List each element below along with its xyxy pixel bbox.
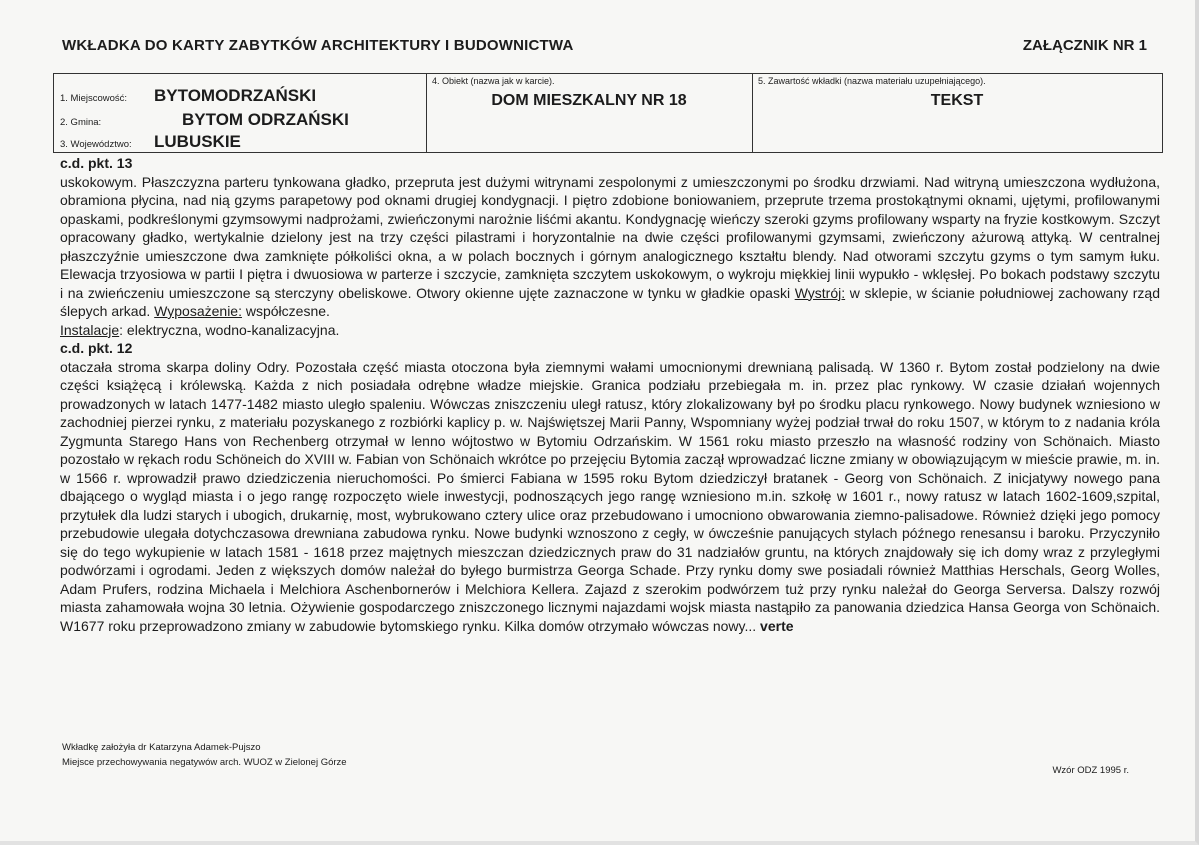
section-heading-12: c.d. pkt. 12 xyxy=(60,340,133,356)
document-title: WKŁADKA DO KARTY ZABYTKÓW ARCHITEKTURY I BUDOWNICTWA xyxy=(62,37,574,54)
miejscowosc-value: BYTOMODRZAŃSKI xyxy=(154,86,317,105)
zawartosc-label: 5. Zawartość wkładki (nazwa materiału uzupełniającego). xyxy=(758,76,986,86)
wystroj-label: Wystrój: xyxy=(794,284,846,301)
gmina-value: BYTOM ODRZAŃSKI xyxy=(182,110,349,129)
location-cell xyxy=(54,74,427,152)
wystroj-text: w sklepie, w ścianie południowej zachowany rząd ślepych arkad. xyxy=(60,284,1160,319)
section-heading-13: c.d. pkt. 13 xyxy=(60,155,133,171)
section-12-text: otaczała stroma skarpa doliny Odry. Pozostała część miasta otoczona była ziemnymi wałami umocnionymi drewnianą palisadą. W 1360 r. Bytom został podzielony na dwie części książęcą i królewską. Każda z nich posiadała odrębne władze miejskie. Granica podziału przebiegała m. in. przez plac rynkowy. W czasie działań wojennych prowadzonych w latach 1477-1482 miasto uległo spaleniu. Wówczas zniszczeniu uległ ratusz, który zlokalizowany był po środku placu rynkowego. Nowy budynek wzniesiono w zachodniej pierzei rynku, z materiału pozyskanego z rozbiórki kaplicy p. w. Najświętszej Marii Panny, Wspomniany wyżej podział trwał do roku 1507, w którym to z nadania króla Zygmunta Starego Hans von Rechenberg otrzymał w lenno wójtostwo w Bytomiu Odrzańskim. W 1561 roku miasto przeszło na własność rodziny von Schönaich. Miasto pozostało w rękach rodu Schöneich do XVIII w. Fabian von Schönaich wkrótce po przejęciu Bytomia zaczął wprowadzać liczne zmiany w obowiązującym w mieście prawie, m. in. w 1566 r. wprowadził prawo dziedziczenia nieruchomości. Po śmierci Fabiana w 1595 roku Bytom dziedziczył bratanek - Georg von Schönaich. Z inicjatywy nowego pana dbającego o wygląd miasta i o jego rangę rozpoczęto wiele inwestycji, podnoszących jego rangę wzniesiono m.in. szkołę w 1601 r., nowy ratusz w latach 1602-1609,szpital, przytułek dla ludzi starych i ubogich, drukarnię, most, wybrukowano cztery ulice oraz przebudowano i umocniono obwarowania ziemno-palisadowe. Również dzięki jego pomocy przebudowie ulegała dotychczasowa drewniana zabudowa rynku. Nowe budynki wznoszono z cegły, w ówcześnie panujących stylach późnego renesansu i baroku. Przyczyniło się do tego wykupienie w latach 1581 - 1618 przez majętnych mieszczan dziedzicznych praw do 31 nadziałów gruntu, na których znajdowały się ich domy wraz z przyległymi podwórzami i ogrodami. Jeden z większych domów należał do byłego burmistrza Georga Schade. Przy rynku domy swe posiadali również Matthias Herschals, Georg Wolles, Adam Prufers, rodzina Michaela i Melchiora Aschenbornerów i Melchiora Kellera. Zajazd z szerokim podwórzem tuż przy rynku należał do Georga Serversa. Dalszy rozwój miasta zahamowała wojna 30 letnia. Ożywienie gospodarczego zniszczonego licznymi najazdami wojsk miasta nastąpiło za panowania dziedzica Hansa Georga von Schönaich. W1677 roku przeprowadzono zmiany w zabudowie bytomskiego rynku. Kilka domów otrzymało wówczas nowy... xyxy=(60,358,1160,634)
author-note: Wkładkę założyła dr Katarzyna Adamek-Pujszo xyxy=(62,742,261,753)
section-paragraph-13 xyxy=(60,173,1160,340)
header-fields-table xyxy=(53,73,1163,153)
wyposazenie-label: Wyposażenie: xyxy=(154,303,242,319)
wyposazenie-text: współczesne. xyxy=(241,303,330,319)
gmina-label: 2. Gmina: xyxy=(60,117,102,128)
form-template-note: Wzór ODZ 1995 r. xyxy=(1052,765,1129,776)
field-gmina xyxy=(60,110,349,130)
section-13-text: uskokowym. Płaszczyzna parteru tynkowana gładko, przepruta jest dużymi witrynami zespolonymi z umieszczonymi po środku drzwiami. Nad witryną umieszczona wydłużona, obramiona płycina, nad nią gzyms parapetowy pod oknami drugiej kondygnacji. I piętro zdobione boniowaniem, przeprute trzema prostokątnymi oknami, ujętymi, profilowanymi opaskami, podkreślonymi gzymsowymi nadprożami, zwieńczonymi narożnie liśćmi akantu. Kondygnację wieńczy szeroki gzyms profilowany wsparty na fryzie kostkowym. Szczyt opracowany gładko, wertykalnie dzielony jest na trzy części pilastrami i horyzontalnie na dwie części profilowanymi gzymsami, zwieńczony ażurową attyką. W centralnej płaszczyźnie umieszczone dwa zamknięte półkoliści okna, a w polach bocznych i górnym analogicznego kształtu blendy. Nad otworami szczytu gzyms o tym samym łuku. Elewacja trzyosiowa w partii I piętra i dwuosiowa w parterze i szczycie, zamknięta szczytem uskokowym, o wykroju miękkiej linii wypukło - wklęsłej. Po bokach podstawy szczytu i na zwieńczeniu umieszczone są sterczyny obeliskowe. Otwory okienne ujęte zaznaczone w tynku w gładkie opaski xyxy=(60,173,1160,301)
wojewodztwo-value: LUBUSKIE xyxy=(154,132,241,151)
instalacje-label: Instalacje xyxy=(60,321,120,338)
zawartosc-value: TEKST xyxy=(930,92,984,109)
object-cell xyxy=(426,74,753,152)
verte-note: verte xyxy=(760,617,794,634)
section-paragraph-12 xyxy=(60,358,1160,636)
storage-note: Miejsce przechowywania negatywów arch. WUOZ w Zielonej Górze xyxy=(62,757,347,768)
wojewodztwo-label: 3. Województwo: xyxy=(60,139,132,150)
obiekt-value: DOM MIESZKALNY NR 18 xyxy=(491,92,687,109)
miejscowosc-label: 1. Miejscowość: xyxy=(60,93,128,104)
content-type-cell xyxy=(752,74,1162,152)
field-wojewodztwo xyxy=(60,132,241,152)
body-text xyxy=(60,154,1160,635)
annex-number: ZAŁĄCZNIK NR 1 xyxy=(1022,37,1147,54)
field-miejscowosc xyxy=(60,86,316,106)
obiekt-label: 4. Obiekt (nazwa jak w karcie). xyxy=(432,76,555,86)
instalacje-text: : elektryczna, wodno-kanalizacyjna. xyxy=(119,321,340,338)
